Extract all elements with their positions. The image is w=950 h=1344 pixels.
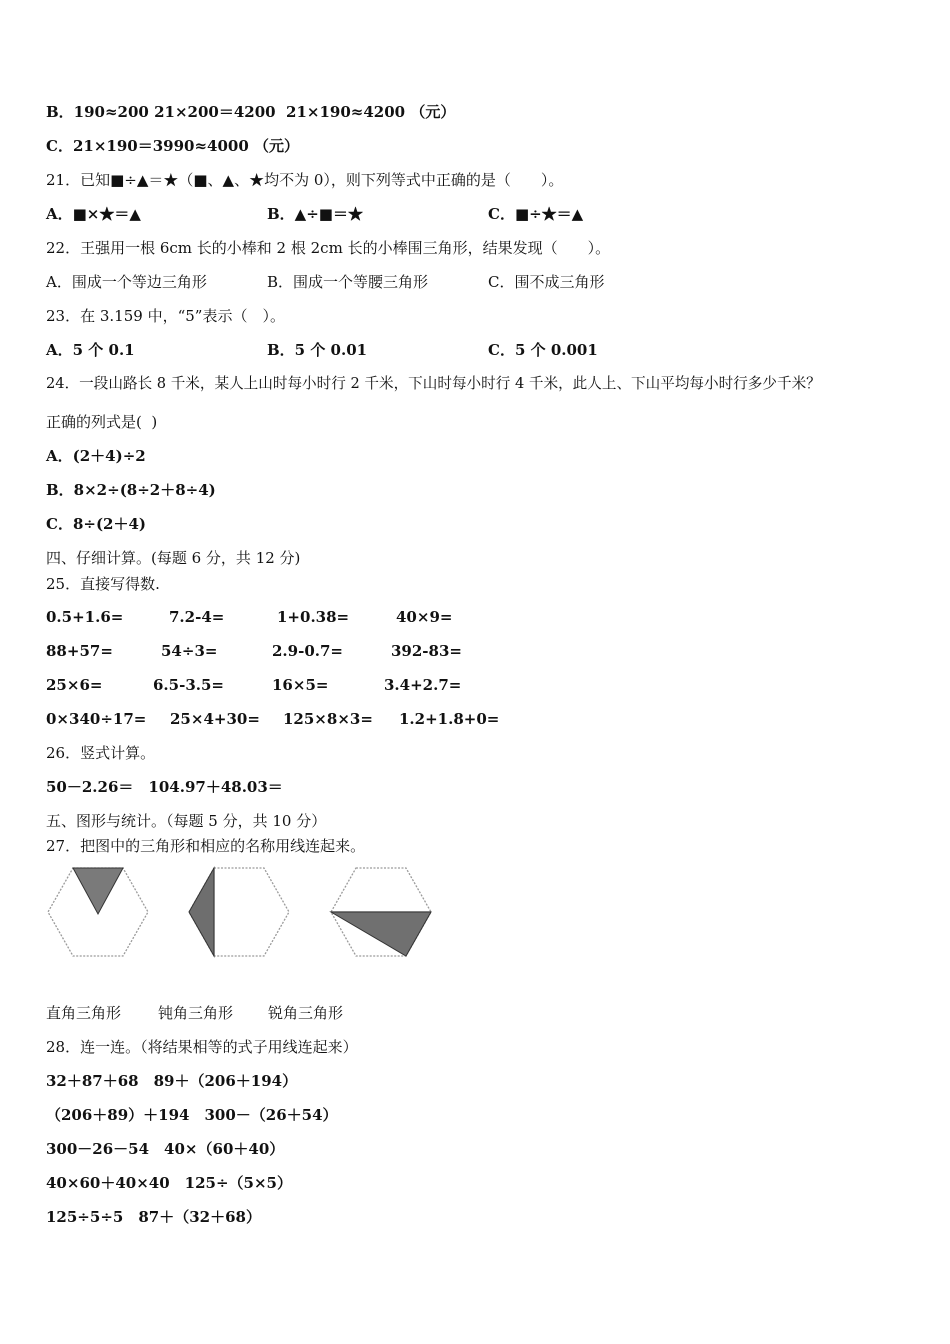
- q28-stem: 28．连一连。（将结果相等的式子用线连起来）: [46, 1038, 358, 1056]
- q25-item: 1+0.38=: [277, 608, 350, 626]
- hexagon-figure-1: [48, 868, 148, 956]
- q22-option-a: A．围成一个等边三角形: [46, 273, 207, 291]
- q27-stem: 27．把图中的三角形和相应的名称用线连起来。: [46, 837, 366, 855]
- label-acute-triangle: 锐角三角形: [268, 1004, 344, 1022]
- label-right-triangle: 直角三角形: [46, 1004, 122, 1022]
- q25-item: 1.2+1.8+0=: [399, 710, 500, 728]
- q24-option-a: A．(2＋4)÷2: [46, 447, 146, 465]
- q24-prompt: 正确的列式是( ): [46, 413, 158, 431]
- q28-row: （206＋89）＋194 300－（26＋54）: [46, 1106, 338, 1124]
- q25-item: 6.5-3.5=: [153, 676, 224, 694]
- q25-item: 3.4+2.7=: [384, 676, 462, 694]
- q25-item: 25×4+30=: [170, 710, 260, 728]
- q22-option-c: C．围不成三角形: [488, 273, 605, 291]
- q25-item: 392-83=: [391, 642, 462, 660]
- q21-option-a: A．■×★＝▲: [46, 205, 141, 223]
- hexagon-figure-3: [331, 868, 431, 956]
- q25-item: 7.2-4=: [169, 608, 225, 626]
- q25-item: 0.5+1.6=: [46, 608, 124, 626]
- q21-stem: 21．已知■÷▲＝★（■、▲、★均不为 0），则下列等式中正确的是（ ）。: [46, 171, 564, 189]
- q24-stem: 24．一段山路长 8 千米，某人上山时每小时行 2 千米，下山时每小时行 4 千米，此人上、下山平均每小时行多少千米？: [46, 375, 821, 392]
- q23-stem: 23．在 3.159 中，“5”表示（ ）。: [46, 307, 285, 325]
- q25-stem: 25．直接写得数.: [46, 575, 160, 593]
- obtuse-triangle-shape: [189, 868, 214, 956]
- hexagon-figure-2: [189, 868, 289, 956]
- q28-row: 300－26－54 40×（60＋40）: [46, 1140, 285, 1158]
- q28-row: 32＋87＋68 89＋（206＋194）: [46, 1072, 298, 1090]
- q21-option-b: B．▲÷■＝★: [267, 205, 363, 223]
- q25-item: 40×9=: [396, 608, 453, 626]
- q28-row: 125÷5÷5 87＋（32＋68）: [46, 1208, 261, 1226]
- q25-item: 25×6=: [46, 676, 103, 694]
- q24-option-c: C．8÷(2＋4): [46, 515, 147, 533]
- section-5-title: 五、图形与统计。（每题 5 分，共 10 分）: [46, 812, 327, 830]
- q22-option-b: B．围成一个等腰三角形: [267, 273, 429, 291]
- q25-item: 54÷3=: [161, 642, 218, 660]
- q25-item: 16×5=: [272, 676, 329, 694]
- q25-item: 125×8×3=: [283, 710, 373, 728]
- section-4-title: 四、仔细计算。(每题 6 分，共 12 分): [46, 549, 301, 567]
- hexagon-figures: [44, 864, 444, 964]
- q28-row: 40×60＋40×40 125÷（5×5）: [46, 1174, 292, 1192]
- q23-option-c: C．5 个 0.001: [488, 341, 598, 359]
- q23-option-b: B．5 个 0.01: [267, 341, 368, 359]
- q24-option-b: B．8×2÷(8÷2＋8÷4): [46, 481, 216, 499]
- q25-item: 0×340÷17=: [46, 710, 147, 728]
- q21-option-c: C．■÷★＝▲: [488, 205, 584, 223]
- q22-stem: 22．王强用一根 6cm 长的小棒和 2 根 2cm 长的小棒围三角形，结果发现（ ）。: [46, 239, 611, 257]
- q23-option-a: A．5 个 0.1: [46, 341, 135, 359]
- q26-items: 50－2.26＝ 104.97＋48.03＝: [46, 778, 283, 796]
- q20-option-b: B．190≈200 21×200＝4200 21×190≈4200 （元）: [46, 103, 456, 121]
- q25-item: 88+57=: [46, 642, 113, 660]
- q25-item: 2.9-0.7=: [272, 642, 343, 660]
- q26-stem: 26．竖式计算。: [46, 744, 156, 762]
- q20-option-c: C．21×190＝3990≈4000 （元）: [46, 137, 299, 155]
- label-obtuse-triangle: 钝角三角形: [158, 1004, 234, 1022]
